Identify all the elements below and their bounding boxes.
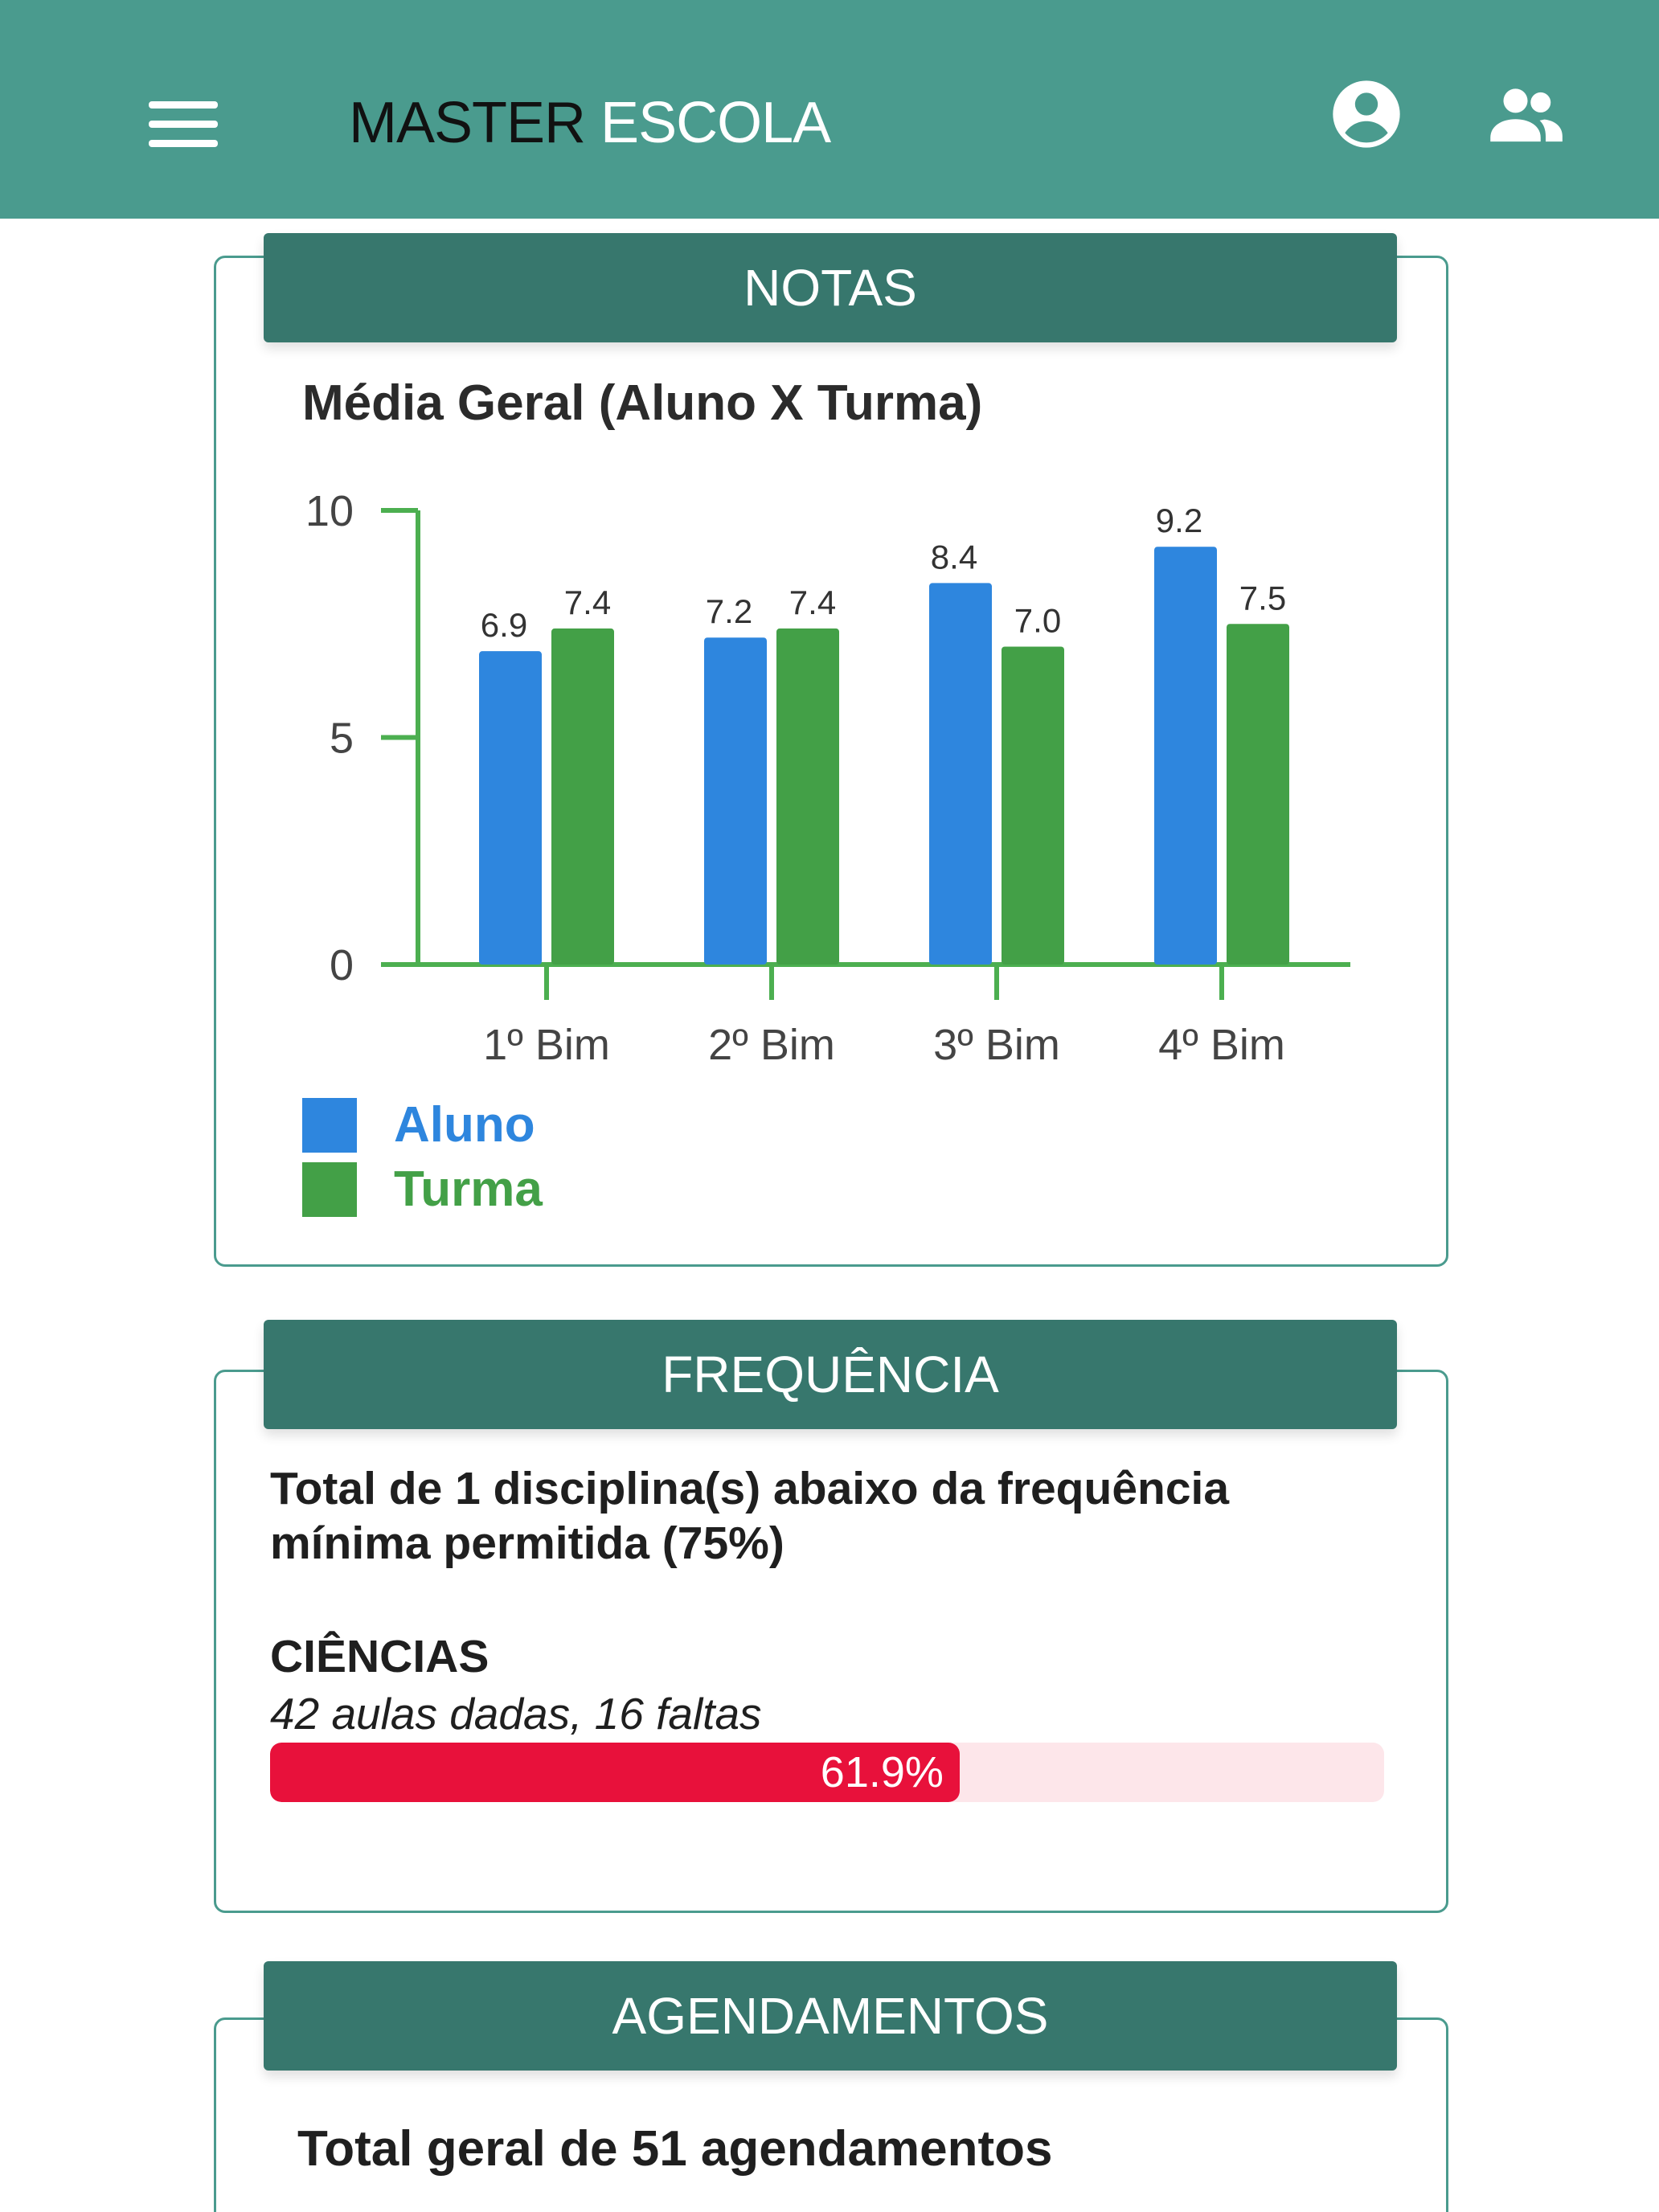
bar-value-label: 7.0 xyxy=(1014,601,1062,640)
bar-aluno xyxy=(929,583,992,965)
subject-name: CIÊNCIAS xyxy=(270,1631,490,1682)
legend-label-aluno: Aluno xyxy=(394,1097,535,1153)
legend-swatch-aluno xyxy=(302,1098,357,1153)
bar-value-label: 6.9 xyxy=(480,606,528,645)
app-bar xyxy=(0,0,1659,219)
x-tick-label: 4º Bim xyxy=(1158,1021,1285,1069)
account-circle-icon[interactable] xyxy=(1318,74,1415,154)
chart-title: Média Geral (Aluno X Turma) xyxy=(302,375,983,431)
group-icon[interactable] xyxy=(1477,74,1574,154)
legend-label-turma: Turma xyxy=(394,1161,543,1217)
y-tick-label: 5 xyxy=(329,714,354,763)
legend-turma xyxy=(302,1161,543,1218)
frequency-percent: 61.9% xyxy=(820,1748,944,1796)
bar-turma xyxy=(551,629,614,965)
x-tick-label: 1º Bim xyxy=(483,1021,610,1069)
frequency-note: Total de 1 disciplina(s) abaixo da frequência mínima permitida (75%) xyxy=(270,1463,1230,1569)
frequencia-header: FREQUÊNCIA xyxy=(264,1320,1397,1429)
notas-header: NOTAS xyxy=(264,233,1397,342)
bar-aluno xyxy=(704,637,767,965)
bar-turma xyxy=(1227,624,1289,965)
bar-value-label: 7.5 xyxy=(1239,579,1287,617)
agendamentos-header: AGENDAMENTOS xyxy=(264,1961,1397,2071)
agendamentos-total: Total geral de 51 agendamentos xyxy=(297,2121,1053,2177)
y-tick-label: 0 xyxy=(329,941,354,989)
app-title-escola: ESCOLA xyxy=(600,91,831,155)
x-tick-label: 2º Bim xyxy=(708,1021,835,1069)
bar-value-label: 7.4 xyxy=(563,583,612,621)
bar-aluno xyxy=(1154,547,1217,965)
app-title-master: MASTER xyxy=(349,91,586,155)
bar-value-label: 7.2 xyxy=(705,592,753,631)
bar-value-label: 7.4 xyxy=(789,583,837,621)
x-tick-label: 3º Bim xyxy=(933,1021,1060,1069)
notas-bar-chart xyxy=(273,466,1382,1085)
bar-turma xyxy=(1002,647,1064,965)
frequency-progress-bar xyxy=(270,1743,1384,1802)
y-tick-label: 10 xyxy=(305,487,354,535)
bar-value-label: 9.2 xyxy=(1155,502,1203,540)
menu-icon[interactable] xyxy=(137,88,233,161)
legend-aluno xyxy=(302,1096,535,1153)
app-title xyxy=(349,90,830,156)
bar-value-label: 8.4 xyxy=(930,538,978,576)
bar-aluno xyxy=(479,651,542,965)
bar-turma xyxy=(776,629,839,965)
frequency-progress-fill xyxy=(270,1743,960,1802)
legend-swatch-turma xyxy=(302,1162,357,1217)
subject-detail: 42 aulas dadas, 16 faltas xyxy=(270,1689,762,1739)
